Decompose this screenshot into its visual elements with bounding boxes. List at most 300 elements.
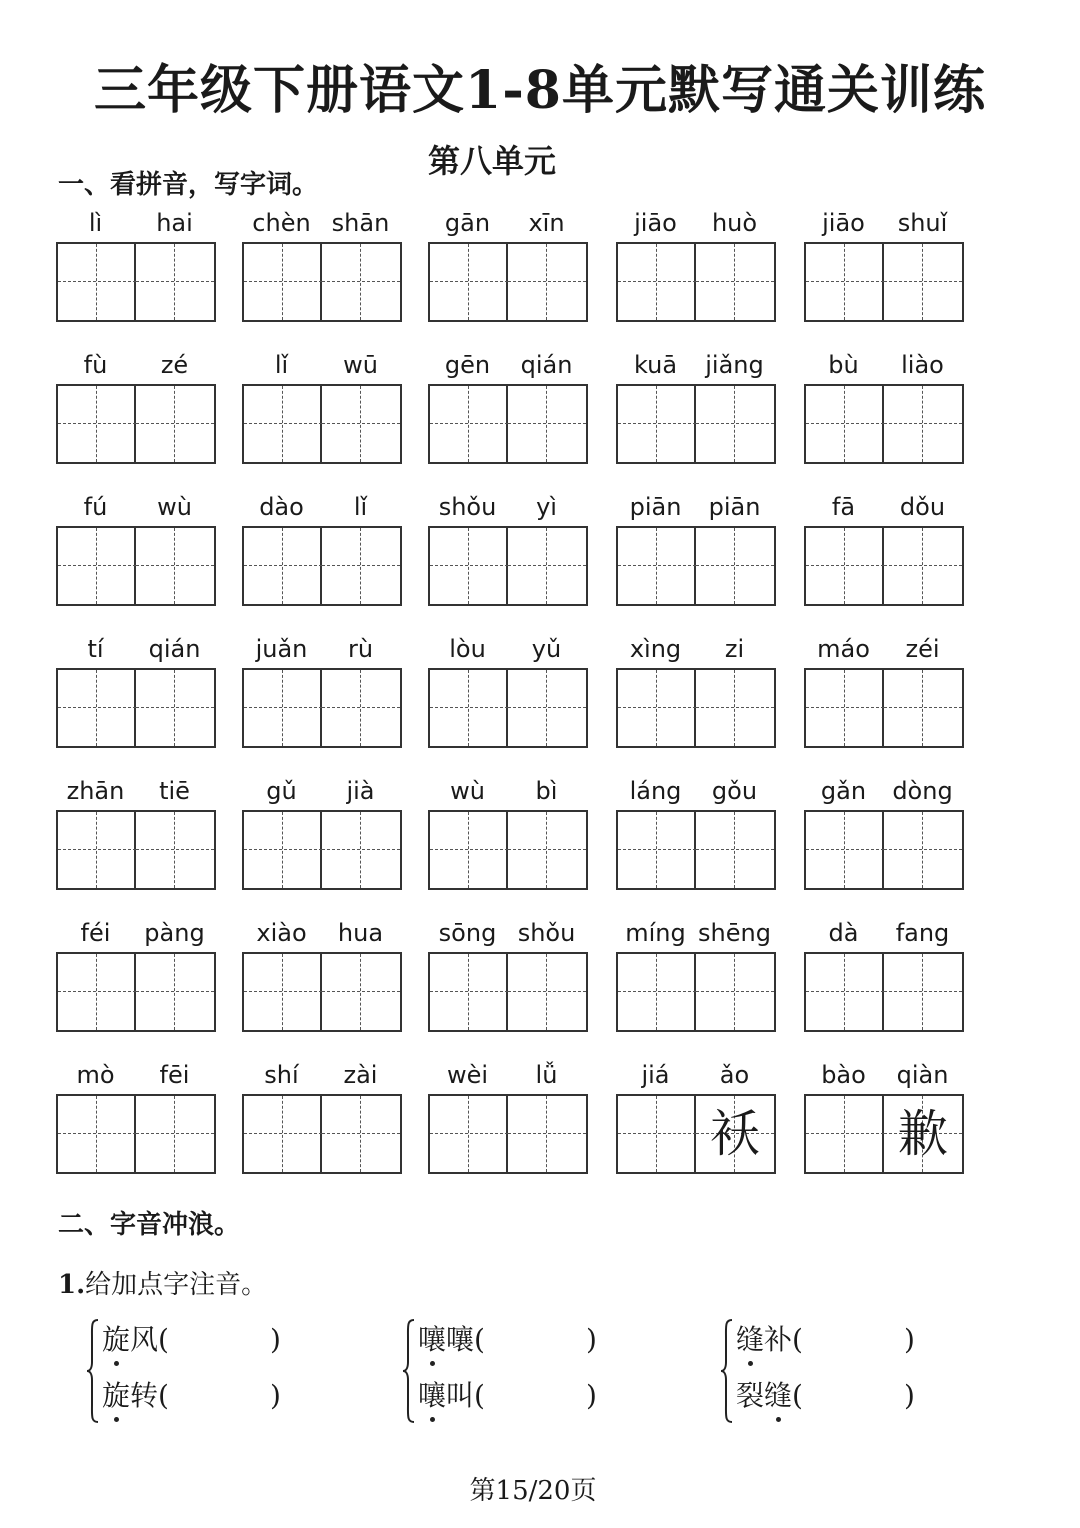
writing-box[interactable] <box>242 668 402 748</box>
grid-row <box>56 350 968 472</box>
guide-line <box>468 244 469 320</box>
guide-line <box>322 849 400 850</box>
given-character: 袄 <box>710 1105 760 1163</box>
tianzige-cell[interactable] <box>696 528 774 604</box>
guide-line <box>322 281 400 282</box>
guide-line <box>430 991 508 992</box>
writing-box[interactable] <box>242 810 402 890</box>
pinyin-syllable: juǎn <box>255 635 308 663</box>
pinyin-syllable: fù <box>83 351 108 379</box>
tianzige-cell[interactable] <box>58 812 136 888</box>
tianzige-cell[interactable] <box>58 528 136 604</box>
tianzige-cell[interactable] <box>508 386 586 462</box>
pinyin-syllable: piān <box>629 493 682 521</box>
tianzige-cell[interactable] <box>806 528 884 604</box>
pinyin-syllable: yì <box>536 493 557 521</box>
guide-line <box>468 812 469 888</box>
guide-line <box>618 991 696 992</box>
guide-line <box>468 386 469 462</box>
tianzige-cell[interactable] <box>884 1096 962 1172</box>
pinyin-syllable: fú <box>83 493 108 521</box>
word-cell <box>56 634 214 756</box>
word-rest: 补( <box>764 1323 803 1356</box>
guide-line <box>546 528 547 604</box>
word-cell <box>428 918 586 1040</box>
guide-line <box>136 423 214 424</box>
guide-line <box>174 528 175 604</box>
guide-line <box>430 423 508 424</box>
guide-line <box>96 670 97 746</box>
writing-box[interactable] <box>56 952 216 1032</box>
pinyin-syllable: shuǐ <box>897 209 948 237</box>
pinyin-syllable: tí <box>87 635 104 663</box>
word-cell <box>616 634 774 756</box>
guide-line <box>360 528 361 604</box>
writing-box[interactable] <box>242 1094 402 1174</box>
writing-box[interactable] <box>428 810 588 890</box>
word-cell <box>242 634 400 756</box>
writing-box[interactable] <box>616 810 776 890</box>
guide-line <box>468 670 469 746</box>
word-cell <box>56 1060 214 1182</box>
tianzige-cell[interactable] <box>696 812 774 888</box>
tianzige-cell[interactable] <box>430 386 508 462</box>
pinyin-syllable: bào <box>821 1061 866 1089</box>
tianzige-cell[interactable] <box>136 670 214 746</box>
guide-line <box>618 423 696 424</box>
guide-line <box>618 1133 696 1134</box>
writing-box[interactable] <box>242 242 402 322</box>
tianzige-cell[interactable] <box>508 812 586 888</box>
tianzige-cell[interactable] <box>508 528 586 604</box>
guide-line <box>546 1096 547 1172</box>
word-cell <box>804 208 962 330</box>
pinyin-syllable: dǒu <box>899 493 946 521</box>
writing-box[interactable] <box>804 242 964 322</box>
guide-line <box>282 1096 283 1172</box>
tianzige-cell[interactable] <box>136 954 214 1030</box>
guide-line <box>806 707 884 708</box>
word-cell <box>242 776 400 898</box>
pinyin-syllable: zài <box>343 1061 378 1089</box>
grid-row <box>56 776 968 898</box>
word-rest: 风( <box>130 1323 169 1356</box>
guide-line <box>96 386 97 462</box>
guide-line <box>734 954 735 1030</box>
guide-line <box>696 565 774 566</box>
tianzige-cell[interactable] <box>58 670 136 746</box>
guide-line <box>546 670 547 746</box>
pinyin-syllable: chèn <box>252 209 311 237</box>
tianzige-cell[interactable] <box>806 670 884 746</box>
pinyin-syllable: yǔ <box>531 635 562 663</box>
question-1-number: 1. <box>58 1270 86 1300</box>
pinyin-syllable: jiāo <box>634 209 677 237</box>
guide-line <box>96 244 97 320</box>
tianzige-cell[interactable] <box>322 812 400 888</box>
tianzige-cell[interactable] <box>618 528 696 604</box>
guide-line <box>430 1133 508 1134</box>
tianzige-cell[interactable] <box>618 812 696 888</box>
tianzige-cell[interactable] <box>58 954 136 1030</box>
pinyin-syllable: xīn <box>528 209 565 237</box>
pinyin-syllable: wū <box>343 351 378 379</box>
word-cell <box>804 492 962 614</box>
guide-line <box>508 707 586 708</box>
word-cell <box>804 350 962 472</box>
word-cell <box>428 1060 586 1182</box>
tianzige-cell[interactable] <box>806 244 884 320</box>
tianzige-cell[interactable] <box>618 386 696 462</box>
word-cell <box>616 776 774 898</box>
tianzige-cell[interactable] <box>244 386 322 462</box>
guide-line <box>656 670 657 746</box>
writing-box[interactable] <box>56 810 216 890</box>
guide-line <box>922 954 923 1030</box>
grid-row <box>56 492 968 614</box>
tianzige-cell[interactable] <box>136 812 214 888</box>
guide-line <box>322 991 400 992</box>
question-1 <box>58 1264 267 1301</box>
tianzige-cell[interactable] <box>508 244 586 320</box>
tianzige-cell[interactable] <box>136 244 214 320</box>
word-cell <box>242 492 400 614</box>
guide-line <box>96 528 97 604</box>
writing-box[interactable] <box>616 952 776 1032</box>
tianzige-cell[interactable] <box>322 670 400 746</box>
writing-box[interactable] <box>56 668 216 748</box>
guide-line <box>844 670 845 746</box>
pinyin-syllable: bù <box>828 351 859 379</box>
guide-line <box>656 954 657 1030</box>
grid-row <box>56 634 968 756</box>
tianzige-cell[interactable] <box>884 670 962 746</box>
tianzige-cell[interactable] <box>136 1096 214 1172</box>
given-character: 歉 <box>898 1105 948 1163</box>
tianzige-cell[interactable] <box>884 244 962 320</box>
guide-line <box>618 849 696 850</box>
writing-box[interactable] <box>56 242 216 322</box>
word-cell <box>804 634 962 756</box>
tianzige-cell[interactable] <box>806 812 884 888</box>
guide-line <box>696 849 774 850</box>
guide-line <box>174 812 175 888</box>
pinyin-syllable: dòng <box>892 777 953 805</box>
guide-line <box>734 244 735 320</box>
guide-line <box>244 849 322 850</box>
writing-box[interactable] <box>804 1094 964 1174</box>
word-rest: ( <box>792 1379 803 1412</box>
guide-line <box>734 812 735 888</box>
guide-line <box>96 1096 97 1172</box>
guide-line <box>844 812 845 888</box>
writing-box[interactable] <box>616 526 776 606</box>
pinyin-syllable: zéi <box>905 635 940 663</box>
dotted-char: 旋 <box>102 1320 130 1360</box>
guide-line <box>430 707 508 708</box>
tianzige-cell[interactable] <box>618 670 696 746</box>
tianzige-cell[interactable] <box>58 386 136 462</box>
guide-line <box>884 565 962 566</box>
word-cell <box>56 776 214 898</box>
guide-line <box>696 991 774 992</box>
writing-box[interactable] <box>428 526 588 606</box>
guide-line <box>58 707 136 708</box>
pinyin-syllable: qián <box>520 351 573 379</box>
grid-row <box>56 918 968 1040</box>
tianzige-cell[interactable] <box>696 954 774 1030</box>
writing-box[interactable] <box>56 526 216 606</box>
guide-line <box>58 423 136 424</box>
guide-line <box>244 1133 322 1134</box>
pinyin-syllable: gēn <box>444 351 491 379</box>
guide-line <box>282 812 283 888</box>
tianzige-cell[interactable] <box>618 1096 696 1172</box>
tianzige-cell[interactable] <box>508 1096 586 1172</box>
tianzige-cell[interactable] <box>244 812 322 888</box>
guide-line <box>360 670 361 746</box>
guide-line <box>806 281 884 282</box>
writing-box[interactable] <box>428 668 588 748</box>
guide-line <box>806 565 884 566</box>
tianzige-cell[interactable] <box>322 1096 400 1172</box>
guide-line <box>696 281 774 282</box>
pinyin-syllable: lǐ <box>353 493 368 521</box>
guide-line <box>884 849 962 850</box>
brace-icon <box>402 1318 416 1424</box>
guide-line <box>136 707 214 708</box>
polyphone-item <box>102 1320 382 1360</box>
pinyin-syllable: hua <box>337 919 384 947</box>
tianzige-cell[interactable] <box>322 386 400 462</box>
word-cell <box>616 492 774 614</box>
writing-box[interactable] <box>56 384 216 464</box>
guide-line <box>884 707 962 708</box>
word-cell <box>56 492 214 614</box>
pinyin-syllable: jià <box>346 777 375 805</box>
guide-line <box>844 954 845 1030</box>
word-cell <box>804 918 962 1040</box>
tianzige-cell[interactable] <box>806 1096 884 1172</box>
pinyin-syllable: láng <box>629 777 682 805</box>
tianzige-cell[interactable] <box>884 954 962 1030</box>
polyphone-item <box>102 1376 382 1416</box>
tianzige-cell[interactable] <box>322 244 400 320</box>
guide-line <box>174 670 175 746</box>
guide-line <box>322 1133 400 1134</box>
tianzige-cell[interactable] <box>696 670 774 746</box>
writing-box[interactable] <box>804 952 964 1032</box>
writing-box[interactable] <box>616 1094 776 1174</box>
guide-line <box>656 528 657 604</box>
grid-row <box>56 1060 968 1182</box>
guide-line <box>244 281 322 282</box>
guide-line <box>282 386 283 462</box>
pinyin-syllable: qiàn <box>896 1061 949 1089</box>
tianzige-cell[interactable] <box>136 528 214 604</box>
tianzige-cell[interactable] <box>696 386 774 462</box>
polyphone-pair <box>86 1318 386 1428</box>
tianzige-cell[interactable] <box>244 1096 322 1172</box>
tianzige-cell[interactable] <box>884 386 962 462</box>
pinyin-syllable: jiá <box>641 1061 670 1089</box>
tianzige-cell[interactable] <box>244 244 322 320</box>
word-rest: 转( <box>130 1379 169 1412</box>
guide-line <box>174 386 175 462</box>
plain-char: 裂 <box>736 1379 765 1412</box>
tianzige-cell[interactable] <box>244 670 322 746</box>
pinyin-syllable: jiǎng <box>705 351 764 379</box>
grid-row <box>56 208 968 330</box>
guide-line <box>360 812 361 888</box>
tianzige-cell[interactable] <box>58 244 136 320</box>
tianzige-cell[interactable] <box>618 244 696 320</box>
writing-box[interactable] <box>428 242 588 322</box>
guide-line <box>174 1096 175 1172</box>
tianzige-cell[interactable] <box>322 954 400 1030</box>
guide-line <box>546 812 547 888</box>
tianzige-cell[interactable] <box>430 812 508 888</box>
pinyin-syllable: dà <box>828 919 859 947</box>
guide-line <box>136 849 214 850</box>
tianzige-cell[interactable] <box>884 528 962 604</box>
tianzige-cell[interactable] <box>244 528 322 604</box>
pinyin-syllable: jiāo <box>822 209 865 237</box>
word-cell <box>242 918 400 1040</box>
tianzige-cell[interactable] <box>508 954 586 1030</box>
guide-line <box>806 991 884 992</box>
pinyin-syllable: gǒu <box>711 777 758 805</box>
answer-paren-close: ) <box>586 1323 597 1356</box>
pinyin-syllable: qián <box>148 635 201 663</box>
section-1-heading: 一、看拼音，写字词。 <box>58 170 319 200</box>
writing-box[interactable] <box>428 384 588 464</box>
guide-line <box>58 565 136 566</box>
tianzige-cell[interactable] <box>322 528 400 604</box>
guide-line <box>282 954 283 1030</box>
word-cell <box>616 1060 774 1182</box>
brace-icon <box>720 1318 734 1424</box>
tianzige-cell[interactable] <box>58 1096 136 1172</box>
guide-line <box>508 423 586 424</box>
tianzige-cell[interactable] <box>508 670 586 746</box>
brace-icon <box>86 1318 100 1424</box>
writing-box[interactable] <box>616 384 776 464</box>
tianzige-cell[interactable] <box>696 244 774 320</box>
pinyin-syllable: shí <box>264 1061 299 1089</box>
word-cell <box>56 208 214 330</box>
tianzige-cell[interactable] <box>430 244 508 320</box>
guide-line <box>734 528 735 604</box>
pinyin-syllable: fang <box>895 919 950 947</box>
word-cell <box>616 918 774 1040</box>
guide-line <box>806 1133 884 1134</box>
guide-line <box>430 281 508 282</box>
tianzige-cell[interactable] <box>136 386 214 462</box>
writing-box[interactable] <box>616 242 776 322</box>
writing-box[interactable] <box>428 952 588 1032</box>
guide-line <box>922 812 923 888</box>
word-rest: 嚷( <box>446 1323 485 1356</box>
pinyin-syllable: wèi <box>446 1061 489 1089</box>
pinyin-syllable: huò <box>711 209 758 237</box>
pinyin-syllable: rù <box>347 635 374 663</box>
tianzige-cell[interactable] <box>244 954 322 1030</box>
writing-box[interactable] <box>804 526 964 606</box>
writing-box[interactable] <box>242 526 402 606</box>
pinyin-syllable: zé <box>160 351 189 379</box>
guide-line <box>282 528 283 604</box>
guide-line <box>508 991 586 992</box>
pinyin-syllable: shǒu <box>517 919 576 947</box>
writing-box[interactable] <box>428 1094 588 1174</box>
word-cell <box>242 208 400 330</box>
guide-line <box>508 281 586 282</box>
writing-box[interactable] <box>804 810 964 890</box>
section-2-heading: 二、字音冲浪。 <box>58 1210 241 1240</box>
guide-line <box>806 849 884 850</box>
guide-line <box>884 281 962 282</box>
writing-box[interactable] <box>242 384 402 464</box>
pinyin-syllable: kuā <box>633 351 678 379</box>
word-cell <box>804 1060 962 1182</box>
guide-line <box>468 528 469 604</box>
writing-box[interactable] <box>804 384 964 464</box>
guide-line <box>244 707 322 708</box>
tianzige-cell[interactable] <box>696 1096 774 1172</box>
pinyin-syllable: mò <box>76 1061 115 1089</box>
question-1-text: 给加点字注音。 <box>85 1270 268 1300</box>
tianzige-cell[interactable] <box>430 954 508 1030</box>
guide-line <box>360 386 361 462</box>
guide-line <box>922 244 923 320</box>
pinyin-syllable: wù <box>157 493 192 521</box>
guide-line <box>136 991 214 992</box>
pinyin-syllable: xiào <box>256 919 307 947</box>
guide-line <box>922 528 923 604</box>
guide-line <box>244 565 322 566</box>
pinyin-syllable: dào <box>259 493 304 521</box>
tianzige-cell[interactable] <box>430 528 508 604</box>
tianzige-cell[interactable] <box>430 670 508 746</box>
writing-box[interactable] <box>242 952 402 1032</box>
writing-box[interactable] <box>56 1094 216 1174</box>
tianzige-cell[interactable] <box>806 954 884 1030</box>
guide-line <box>546 954 547 1030</box>
guide-line <box>58 991 136 992</box>
guide-line <box>618 707 696 708</box>
pinyin-syllable: shǒu <box>438 493 497 521</box>
answer-paren-close: ) <box>586 1379 597 1412</box>
guide-line <box>244 423 322 424</box>
guide-line <box>696 423 774 424</box>
tianzige-cell[interactable] <box>884 812 962 888</box>
tianzige-cell[interactable] <box>430 1096 508 1172</box>
pinyin-syllable: féi <box>80 919 111 947</box>
tianzige-cell[interactable] <box>806 386 884 462</box>
page-number: 第15/20页 <box>469 1476 597 1506</box>
tianzige-cell[interactable] <box>618 954 696 1030</box>
writing-box[interactable] <box>804 668 964 748</box>
writing-box[interactable] <box>616 668 776 748</box>
guide-line <box>884 423 962 424</box>
guide-line <box>58 1133 136 1134</box>
pinyin-syllable: míng <box>625 919 686 947</box>
word-rest: 叫( <box>446 1379 485 1412</box>
polyphone-item <box>418 1320 698 1360</box>
guide-line <box>656 386 657 462</box>
guide-line <box>360 244 361 320</box>
